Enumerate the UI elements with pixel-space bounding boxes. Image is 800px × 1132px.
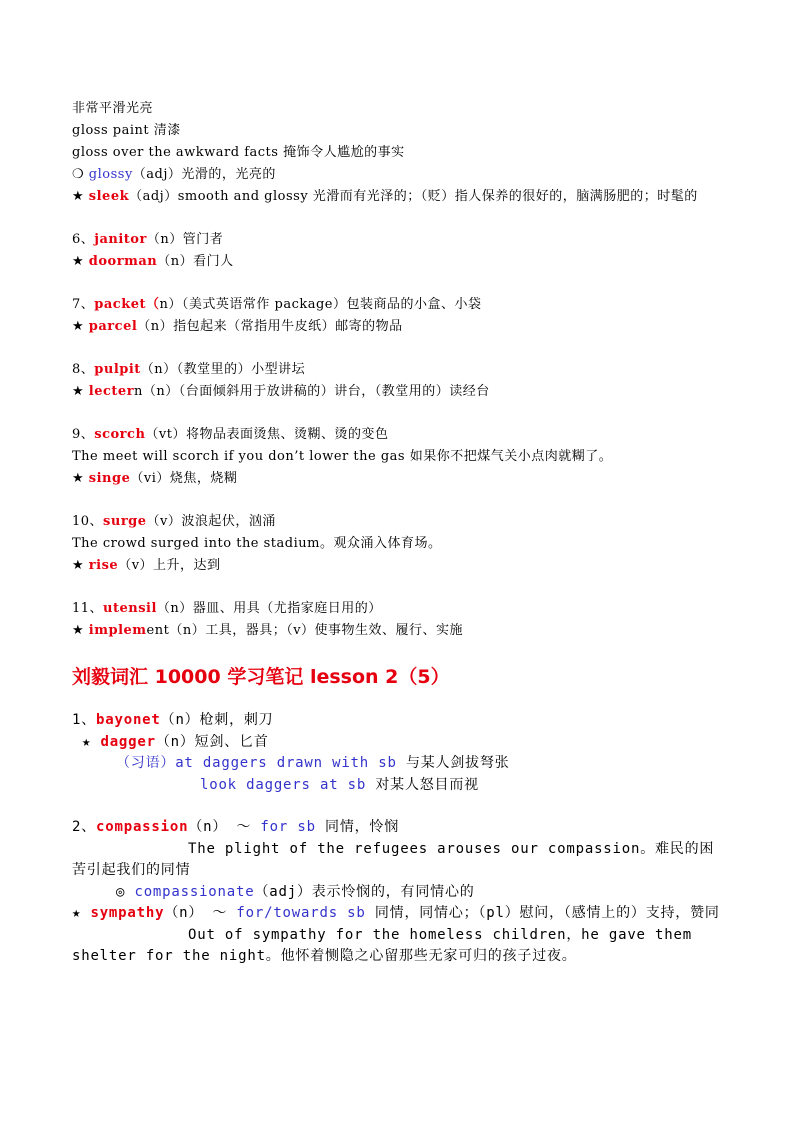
example-surge: The crowd surged into the stadium。观众涌入体育场。 <box>72 536 442 551</box>
word-packet: packet（ <box>94 297 160 312</box>
def-sympathy: （n） ～ <box>164 905 237 921</box>
entry-compassionate <box>72 882 728 904</box>
line-gloss-paint: gloss paint 清漆 <box>72 123 181 138</box>
phrase-compassion: for sb <box>260 819 316 835</box>
def-bayonet: （n）枪刺，刺刀 <box>160 712 274 728</box>
example-sympathy: Out of sympathy for the homeless children，he gave them shelter for the night。他怀着恻隐之心留那些无家可归的孩子过夜。 <box>72 926 692 964</box>
star-icon: ★ <box>72 623 85 638</box>
word-lectern: lecter <box>88 384 135 399</box>
word-bayonet: bayonet <box>96 712 161 728</box>
star-icon: ★ <box>72 471 85 486</box>
star-icon: ★ <box>72 189 85 204</box>
entry-dagger <box>72 732 728 754</box>
word-compassionate: compassionate <box>134 883 255 900</box>
entry-utensil <box>72 598 728 620</box>
entry-number: 6、 <box>72 232 95 247</box>
star-icon: ★ <box>72 384 85 399</box>
idiom-phrase: look daggers at sb <box>200 776 367 793</box>
entry-number: 1、 <box>72 712 97 728</box>
def-pulpit: （n）（教堂里的）小型讲坛 <box>140 362 306 377</box>
def-implement: （n）工具，器具；（v）使事物生效、履行、实施 <box>169 623 464 638</box>
entry-doorman <box>72 251 728 273</box>
word-compassion: compassion <box>96 819 189 835</box>
idiom-daggers-drawn <box>72 753 728 775</box>
example-compassion: The plight of the refugees arouses our compassion。难民的困苦引起我们的同情 <box>72 840 715 878</box>
entry-glossy <box>72 164 728 186</box>
entry-number: 11、 <box>72 601 104 616</box>
def-compassionate: （adj）表示怜悯的，有同情心的 <box>254 883 475 900</box>
def-sleek: （adj）smooth and glossy 光滑而有光泽的；（贬）指人保养的很好的，脑满肠肥的；时髦的 <box>129 189 698 204</box>
def-glossy: （adj）光滑的，光亮的 <box>132 167 276 182</box>
def-compassion: （n） ～ <box>188 819 261 835</box>
entry-number: 8、 <box>72 362 95 377</box>
word-implement-rest: ent <box>146 623 170 638</box>
word-rise: rise <box>88 558 119 573</box>
idiom-translation: 对某人怒目而视 <box>375 776 479 793</box>
lesson-section <box>72 710 728 968</box>
word-doorman: doorman <box>88 254 158 269</box>
def-parcel: （n）指包起来（常指用牛皮纸）邮寄的物品 <box>137 319 403 334</box>
entry-packet <box>72 294 728 316</box>
example-scorch: The meet will scorch if you don’t lower the gas 如果你不把煤气关小点肉就糊了。 <box>72 449 613 464</box>
entry-lectern <box>72 381 728 403</box>
def-lectern: n（n）（台面倾斜用于放讲稿的）讲台，（教堂用的）读经台 <box>134 384 490 399</box>
def-doorman: （n）看门人 <box>157 254 234 269</box>
idiom-label: （习语） <box>116 755 176 771</box>
star-icon: ★ <box>72 319 85 334</box>
word-pulpit: pulpit <box>94 362 141 377</box>
idiom-translation: 与某人剑拔弩张 <box>405 755 510 771</box>
phrase-sympathy: for/towards sb <box>236 905 366 921</box>
def-janitor: （n）管门者 <box>146 232 224 247</box>
entry-compassion <box>72 817 728 839</box>
entry-rise <box>72 555 728 577</box>
entry-number: 2、 <box>72 819 97 835</box>
entry-number: 10、 <box>72 514 104 529</box>
entry-janitor <box>72 229 728 251</box>
line-gloss-smooth: 非常平滑光亮 <box>72 101 154 116</box>
line-gloss-over: gloss over the awkward facts 掩饰令人尴尬的事实 <box>72 145 405 160</box>
entry-scorch <box>72 424 728 446</box>
def-singe: （vi）烧焦，烧糊 <box>130 471 238 486</box>
entry-parcel <box>72 316 728 338</box>
word-utensil: utensil <box>103 601 157 616</box>
entry-surge <box>72 511 728 533</box>
def-packet: n）（美式英语常作 package）包装商品的小盒、小袋 <box>159 297 482 312</box>
entry-bayonet <box>72 710 728 732</box>
star-icon: ★ <box>72 905 82 921</box>
section-heading: 刘毅词汇 10000 学习笔记 lesson 2（5） <box>72 666 450 688</box>
double-circle-icon: ◎ <box>116 883 126 900</box>
idiom-look-daggers <box>72 775 728 797</box>
cn-sympathy: 同情，同情心；（pl）慰问，（感情上的）支持，赞同 <box>374 905 720 921</box>
star-icon: ★ <box>72 558 85 573</box>
word-glossy: glossy <box>88 167 133 182</box>
word-scorch: scorch <box>94 427 146 442</box>
word-parcel: parcel <box>88 319 138 334</box>
word-surge: surge <box>103 514 147 529</box>
entry-number: 7、 <box>72 297 95 312</box>
word-implement: implem <box>88 623 147 638</box>
def-surge: （v）波浪起伏，汹涌 <box>146 514 276 529</box>
idiom-phrase: at daggers drawn with sb <box>175 755 397 771</box>
star-icon: ★ <box>72 254 85 269</box>
star-icon: ★ <box>82 733 92 750</box>
def-scorch: （vt）将物品表面烫焦、烫糊、烫的变色 <box>145 427 389 442</box>
word-janitor: janitor <box>94 232 147 247</box>
def-utensil: （n）器皿、用具（尤指家庭日用的） <box>156 601 382 616</box>
entry-number: 9、 <box>72 427 95 442</box>
circle-icon: ❍ <box>72 167 85 182</box>
entry-sleek <box>72 186 728 208</box>
entry-implement <box>72 620 728 642</box>
entry-pulpit <box>72 359 728 381</box>
cn-compassion: 同情，怜悯 <box>325 819 400 835</box>
entry-singe <box>72 468 728 490</box>
word-sympathy: sympathy <box>90 905 165 921</box>
def-rise: （v）上升，达到 <box>118 558 221 573</box>
word-singe: singe <box>88 471 131 486</box>
word-sleek: sleek <box>88 189 130 204</box>
def-dagger: （n）短剑、匕首 <box>155 733 269 750</box>
word-dagger: dagger <box>100 733 156 750</box>
entry-sympathy <box>72 903 728 925</box>
